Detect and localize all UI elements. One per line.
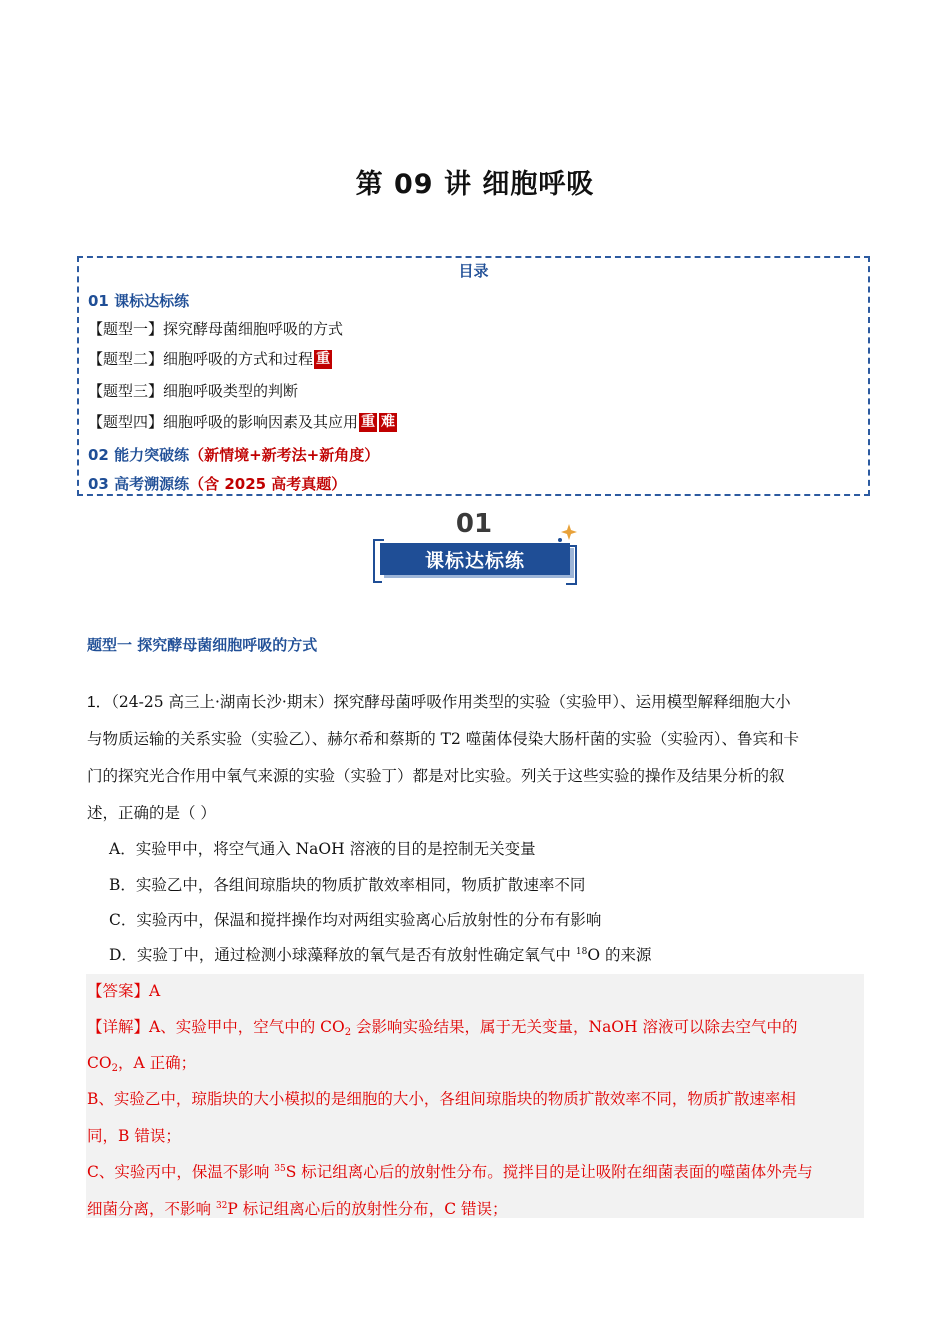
section-banner bbox=[370, 506, 582, 586]
toc-section-3[interactable]: 03 高考溯源练（含 2025 高考真题） bbox=[88, 475, 347, 493]
question-number: 1． bbox=[87, 694, 112, 711]
section-heading: 题型一 探究酵母菌细胞呼吸的方式 bbox=[87, 636, 318, 654]
question-line-3: 门的探究光合作用中氧气来源的实验（实验丁）都是对比实验。列关于这些实验的操作及结果分析的叙 bbox=[87, 767, 785, 785]
explanation-c-line-1: C、实验丙中，保温不影响 $^{35}$S 标记组离心后的放射性分布。搅拌目的是让吸附在细菌表面的噬菌体外壳与 bbox=[87, 1163, 813, 1181]
question-line-2: 与物质运输的关系实验（实验乙）、赫尔希和蔡斯的 T2 噬菌体侵染大肠杆菌的实验（实验丙）、鲁宾和卡 bbox=[87, 730, 800, 748]
toc-item-2[interactable]: 【题型二】细胞呼吸的方式和过程 重 bbox=[88, 350, 331, 368]
question-line-4: 述，正确的是（ ） bbox=[87, 804, 216, 822]
explanation-a-line-2: $CO_2$，A 正确； bbox=[87, 1054, 197, 1074]
option-a[interactable]: A．实验甲中，将空气通入 NaOH 溶液的目的是控制无关变量 bbox=[109, 840, 536, 858]
sparkle-dot-icon bbox=[558, 538, 562, 542]
sparkle-icon bbox=[561, 524, 577, 540]
toc-item-1[interactable]: 【题型一】探究酵母菌细胞呼吸的方式 bbox=[88, 320, 344, 338]
table-of-contents bbox=[77, 256, 870, 496]
toc-item-3[interactable]: 【题型三】细胞呼吸类型的判断 bbox=[88, 382, 299, 400]
page-title: 第 09 讲 细胞呼吸 bbox=[355, 169, 595, 200]
option-b[interactable]: B．实验乙中，各组间琼脂块的物质扩散效率相同，物质扩散速率不同 bbox=[109, 876, 586, 894]
toc-item-4[interactable]: 【题型四】细胞呼吸的影响因素及其应用 重 难 bbox=[88, 413, 396, 431]
explanation-c-line-2: 细菌分离，不影响 $^{32}$P 标记组离心后的放射性分布，C 错误； bbox=[87, 1200, 508, 1218]
explanation-a-line-1: 【详解】A、实验甲中，空气中的 $CO_2$ 会影响实验结果，属于无关变量，NaOH 溶液可以除去空气中的 bbox=[87, 1018, 798, 1038]
answer-line: 【答案】A bbox=[87, 982, 161, 1000]
banner-label: 课标达标练 bbox=[424, 550, 526, 572]
option-d[interactable]: D．实验丁中，通过检测小球藻释放的氧气是否有放射性确定氧气中 $^{18}$O 的来源 bbox=[109, 946, 652, 964]
key-point-badge: 重 bbox=[361, 414, 376, 430]
toc-heading: 目录 bbox=[458, 262, 489, 280]
key-point-badge: 重 bbox=[316, 351, 331, 367]
explanation-b-line-2: 同，B 错误； bbox=[87, 1127, 181, 1145]
difficult-badge: 难 bbox=[381, 414, 396, 430]
banner-number: 01 bbox=[455, 509, 493, 539]
explanation-b-line-1: B、实验乙中，琼脂块的大小模拟的是细胞的大小，各组间琼脂块的物质扩散效率不同，物质扩散速率相 bbox=[87, 1090, 796, 1108]
option-c[interactable]: C．实验丙中，保温和搅拌操作均对两组实验离心后放射性的分布有影响 bbox=[109, 911, 602, 929]
question-line-1: 1．（24-25 高三上·湖南长沙·期末）探究酵母菌呼吸作用类型的实验（实验甲）、运用模型解释细胞大小 bbox=[87, 693, 791, 711]
toc-section-1[interactable]: 01 课标达标练 bbox=[88, 292, 190, 310]
toc-section-2[interactable]: 02 能力突破练（新情境+新考法+新角度） bbox=[88, 446, 380, 464]
